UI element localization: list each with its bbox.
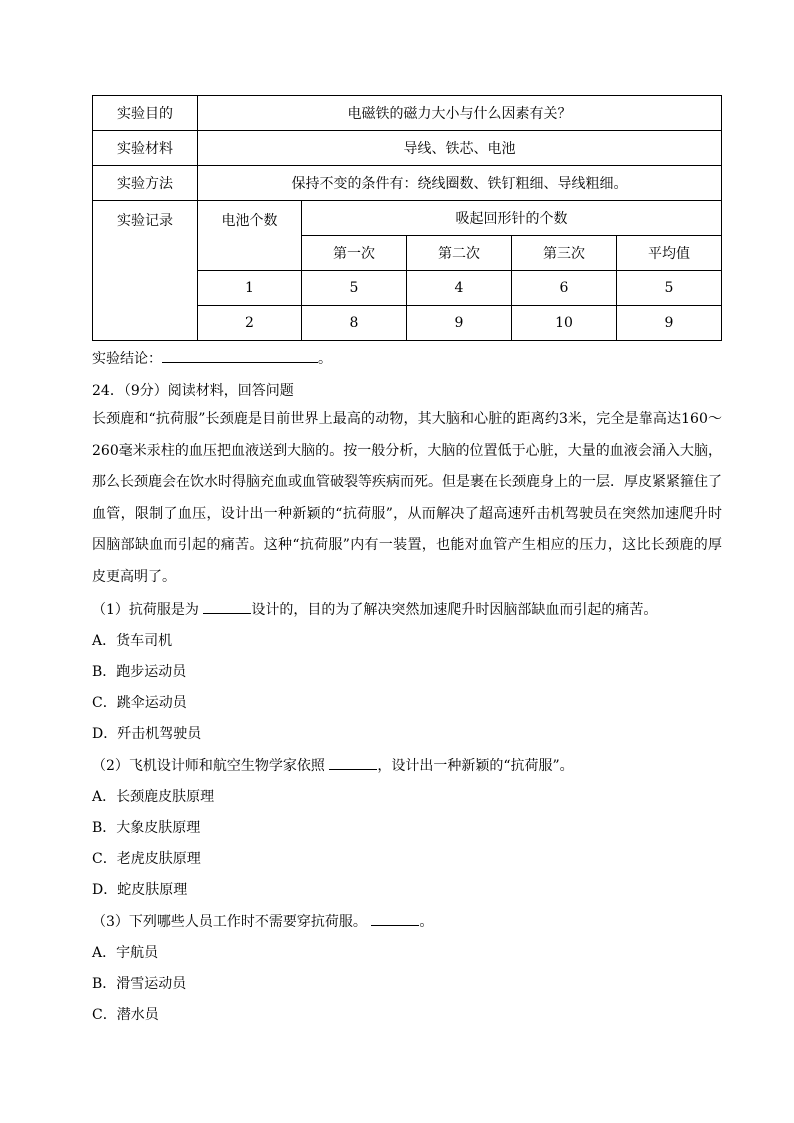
value-cell: 5 [617, 271, 722, 306]
materials-label: 实验材料 [93, 131, 198, 166]
answer-blank[interactable] [203, 599, 251, 614]
materials-value: 导线、铁芯、电池 [198, 131, 722, 166]
option-a[interactable]: A．宇航员 [92, 945, 159, 961]
question-24-header [92, 380, 294, 400]
value-cell: 4 [407, 271, 512, 306]
answer-blank[interactable] [371, 911, 419, 926]
option-a[interactable]: A．长颈鹿皮肤原理 [92, 789, 215, 805]
value-cell: 9 [617, 306, 722, 341]
sub-question-2-tail: ，设计出一种新颖的“抗荷服”。 [377, 758, 574, 774]
option-d[interactable]: D．歼击机驾驶员 [92, 726, 202, 742]
conclusion-label: 实验结论： [92, 351, 162, 367]
question-score: （9分）阅读材料，回答问题 [123, 383, 294, 399]
average-header: 平均值 [617, 236, 722, 271]
method-label: 实验方法 [93, 166, 198, 201]
trial-header: 第三次 [512, 236, 617, 271]
experiment-table [92, 95, 722, 341]
record-label: 实验记录 [93, 201, 198, 341]
sub-question-3-tail: 。 [419, 914, 434, 930]
method-value: 保持不变的条件有：绕线圈数、铁钉粗细、导线粗细。 [198, 166, 722, 201]
option-c[interactable]: C．老虎皮肤原理 [92, 851, 201, 867]
trial-header: 第一次 [302, 236, 407, 271]
reading-passage: 长颈鹿和“抗荷服”长颈鹿是目前世界上最高的动物，其大脑和心脏的距离约3米，完全是靠高达160～260毫米汞柱的血压把血液送到大脑的。按一般分析，大脑的位置低于心脏，大量的血液会涌入大脑，那么长颈鹿会在饮水时得脑充血或血管破裂等疾病而死。但是裹在长颈鹿身上的一层．厚皮紧紧箍住了血管，限制了血压，设计出一种新颖的“抗荷服”，从而解决了超高速歼击机驾驶员在突然加速爬升时因脑部缺血而引起的痛苦。这种“抗荷服”内有一装置，也能对血管产生相应的压力，这比长颈鹿的厚皮更高明了。 [92, 411, 722, 585]
conclusion-blank[interactable] [162, 348, 318, 363]
table-row [93, 131, 722, 166]
purpose-label: 实验目的 [93, 96, 198, 131]
battery-cell: 2 [198, 306, 302, 341]
sub-question-1-text: （1）抗荷服是为 [92, 602, 199, 618]
trial-header: 第二次 [407, 236, 512, 271]
sub-question-2 [92, 755, 574, 775]
option-a[interactable]: A．货车司机 [92, 633, 173, 649]
option-b[interactable]: B．跑步运动员 [92, 664, 187, 680]
table-row [93, 96, 722, 131]
question-number: 24． [92, 383, 124, 399]
battery-count-header: 电池个数 [198, 201, 302, 271]
sub-question-3-text: （3）下列哪些人员工作时不需要穿抗荷服。 [92, 914, 367, 930]
option-d[interactable]: D．蛇皮肤原理 [92, 882, 188, 898]
answer-blank[interactable] [329, 755, 377, 770]
option-b[interactable]: B．滑雪运动员 [92, 976, 187, 992]
sub-question-3 [92, 911, 433, 931]
purpose-value: 电磁铁的磁力大小与什么因素有关？ [198, 96, 722, 131]
battery-cell: 1 [198, 271, 302, 306]
value-cell: 5 [302, 271, 407, 306]
option-b[interactable]: B．大象皮肤原理 [92, 820, 201, 836]
sub-question-1 [92, 599, 657, 619]
paperclip-count-header: 吸起回形针的个数 [302, 201, 722, 236]
value-cell: 10 [512, 306, 617, 341]
value-cell: 8 [302, 306, 407, 341]
value-cell: 9 [407, 306, 512, 341]
option-c[interactable]: C．潜水员 [92, 1007, 159, 1023]
sub-question-2-text: （2）飞机设计师和航空生物学家依照 [92, 758, 325, 774]
table-row [93, 166, 722, 201]
option-c[interactable]: C．跳伞运动员 [92, 695, 187, 711]
value-cell: 6 [512, 271, 617, 306]
conclusion-end: 。 [318, 351, 332, 367]
conclusion-line [92, 348, 332, 368]
table-row [93, 201, 722, 236]
sub-question-1-tail: 设计的，目的为了解决突然加速爬升时因脑部缺血而引起的痛苦。 [251, 602, 658, 618]
